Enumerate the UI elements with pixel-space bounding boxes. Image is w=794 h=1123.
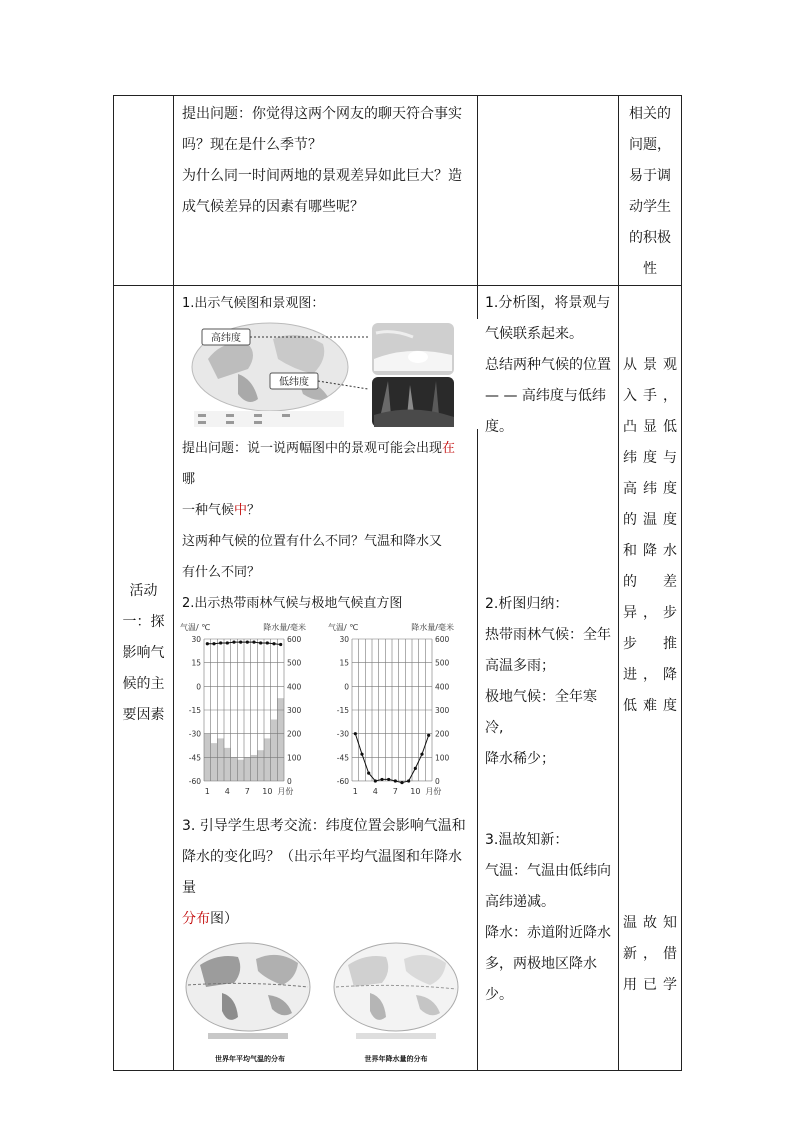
intent-line: 高纬度	[623, 481, 677, 497]
temperature-point	[400, 781, 403, 784]
intent-line: 动学生	[629, 199, 671, 215]
intent-line: 入手，	[623, 388, 677, 404]
question-1-line-b: 一种气候中？	[182, 503, 261, 518]
temperature-point	[232, 641, 235, 644]
student-text: 多，两极地区降水少。	[485, 956, 597, 1003]
intent-line: 低难度	[623, 698, 677, 714]
design-intent-cell	[619, 286, 682, 1071]
y-tick-label-left: -45	[336, 753, 349, 763]
y-tick-label-left: 30	[191, 635, 201, 644]
student-text: 度。	[485, 419, 513, 435]
activity-name-cell	[114, 286, 174, 1071]
y-tick-label-right: 300	[435, 706, 450, 715]
y-tick-label-left: -30	[188, 729, 201, 739]
activity-cell-empty	[114, 96, 174, 286]
temperature-point	[266, 641, 269, 644]
temperature-map-caption: 世界年平均气温的分布	[215, 1055, 285, 1063]
temperature-point	[279, 643, 282, 646]
intent-line: 纬度与	[623, 450, 677, 466]
activity-name-line: 一：探	[122, 614, 165, 630]
student-text: 2.析图归纳：	[485, 596, 569, 612]
intent-line: 的温度	[623, 512, 677, 528]
precipitation-bar	[264, 738, 271, 781]
y-tick-label-left: 0	[344, 682, 349, 692]
precipitation-bar	[237, 760, 244, 781]
temperature-point	[420, 753, 423, 756]
teacher-activity-cell	[174, 96, 478, 286]
temperature-point	[387, 778, 390, 781]
x-tick-label: 4	[224, 787, 230, 796]
precipitation-bar	[217, 738, 224, 781]
intent-line: 和降水	[623, 543, 677, 559]
activity-name-line: 要因素	[122, 707, 165, 723]
x-tick-label: 4	[372, 787, 378, 796]
temperature-point	[374, 779, 377, 782]
low-latitude-label: 低纬度	[279, 377, 309, 388]
y-tick-label-right: 200	[435, 729, 450, 739]
step-3-line-c: 分布图）	[182, 911, 238, 927]
x-tick-label: 10	[262, 787, 273, 796]
temperature-map-image	[186, 943, 310, 1039]
y-tick-label-left: -30	[336, 729, 349, 739]
student-text: 降水稀少；	[485, 751, 555, 767]
y-tick-label-right: 100	[287, 753, 302, 763]
high-latitude-label: 高纬度	[211, 333, 241, 344]
temperature-point	[212, 642, 215, 645]
intent-line: 进，降	[623, 667, 677, 683]
temperature-point	[252, 641, 255, 644]
intent-line: 易于调	[629, 168, 671, 184]
y-tick-label-right: 100	[435, 753, 450, 763]
student-text: 高温多雨；	[485, 658, 555, 674]
highlight-text: 分布	[182, 911, 210, 927]
intent-line: 用已学	[623, 977, 677, 993]
y-tick-label-right: 500	[287, 658, 302, 668]
y-axis-label-right: 降水量/毫米	[411, 623, 454, 632]
step-2-heading: 2.出示热带雨林气候与极地气候直方图	[182, 596, 403, 611]
step-3-line-a: 3. 引导学生思考交流：纬度位置会影响气温和	[182, 818, 466, 834]
student-text: 热带雨林气候：全年	[485, 627, 611, 643]
intent-line: 温故知	[623, 915, 677, 931]
temperature-point	[259, 641, 262, 644]
y-tick-label-left: -15	[188, 706, 201, 715]
temperature-point	[380, 778, 383, 781]
question-2-line-a: 这两种气候的位置有什么不同？气温和降水又	[182, 534, 443, 549]
y-tick-label-right: 600	[287, 635, 302, 644]
highlight-text: 在	[442, 441, 456, 456]
y-tick-label-right: 400	[287, 682, 302, 692]
highlight-text: 中	[234, 503, 248, 518]
temperature-point	[394, 779, 397, 782]
y-axis-label-left: 气温/ ℃	[328, 623, 359, 632]
x-tick-label: 1	[204, 787, 210, 796]
student-text: 3.温故知新：	[485, 832, 569, 848]
precipitation-bar	[211, 743, 218, 781]
step-1-heading: 1.出示气候图和景观图：	[182, 296, 325, 311]
student-text: 气温：气温由低纬向	[485, 863, 611, 879]
temperature-point	[272, 642, 275, 645]
y-tick-label-right: 0	[435, 777, 440, 786]
intent-line: 相关的	[629, 106, 671, 122]
intent-line: 步 推	[623, 636, 677, 652]
y-tick-label-left: -45	[188, 753, 201, 763]
x-tick-label: 7	[244, 787, 250, 796]
rainforest-landscape-photo	[372, 377, 454, 427]
y-tick-label-left: 15	[339, 658, 349, 668]
climate-charts	[176, 619, 476, 809]
student-text: — — 高纬度与低纬	[485, 388, 606, 404]
student-text: 极地气候：全年寒冷,	[485, 689, 597, 736]
activity-name-line: 影响气	[122, 645, 165, 661]
y-tick-label-left: -60	[188, 777, 201, 786]
intent-line: 的 差	[623, 574, 677, 590]
precipitation-bar	[251, 755, 258, 781]
student-text: 总结两种气候的位置	[485, 357, 611, 373]
temperature-point	[414, 767, 417, 770]
temperature-point	[427, 734, 430, 737]
y-tick-label-right: 400	[435, 682, 450, 692]
x-tick-label: 月份	[277, 787, 294, 796]
precipitation-bar	[277, 698, 284, 781]
activity-name-line: 候的主	[122, 676, 165, 692]
precipitation-map-image	[334, 943, 458, 1039]
intent-line: 的积极	[629, 230, 671, 246]
intent-line: 凸显低	[623, 419, 677, 435]
y-tick-label-left: 15	[191, 658, 201, 668]
y-tick-label-right: 600	[435, 635, 450, 644]
world-distribution-maps	[178, 935, 478, 1070]
intent-line: 新，借	[623, 946, 677, 962]
y-tick-label-right: 300	[287, 706, 302, 715]
temperature-point	[246, 641, 249, 644]
table-row	[114, 286, 682, 1071]
question-1-line-a: 提出问题：说一说两幅图中的景观可能会出现在 哪	[182, 441, 456, 487]
y-tick-label-left: 0	[196, 682, 201, 692]
x-tick-label: 7	[392, 787, 398, 796]
y-axis-label-right: 降水量/毫米	[263, 623, 306, 632]
y-tick-label-right: 200	[287, 729, 302, 739]
climate-landscape-figure	[178, 319, 478, 429]
precipitation-bar	[224, 748, 231, 781]
intent-line: 异，步	[623, 605, 677, 621]
question-line: 为什么同一时间两地的景观差异如此巨大？造	[182, 168, 462, 184]
polar-landscape-photo	[372, 323, 454, 375]
student-activity-cell-empty	[478, 96, 619, 286]
temperature-point	[367, 772, 370, 775]
step-3-line-b: 降水的变化吗？（出示年平均气温图和年降水量	[182, 849, 462, 896]
lesson-table	[113, 95, 682, 1071]
y-tick-label-left: 30	[339, 635, 349, 644]
y-tick-label-right: 500	[435, 658, 450, 668]
student-text: 1.分析图，将景观与	[485, 295, 611, 311]
student-text: 气候联系起来。	[485, 326, 583, 342]
precipitation-bar	[257, 750, 264, 781]
temperature-point	[206, 642, 209, 645]
y-tick-label-left: -15	[336, 706, 349, 715]
intent-line: 性	[643, 261, 657, 277]
y-tick-label-left: -60	[336, 777, 349, 786]
y-axis-label-left: 气温/ ℃	[180, 623, 211, 632]
precipitation-bar	[244, 757, 251, 781]
precipitation-map-caption: 世界年降水量的分布	[364, 1055, 428, 1063]
precipitation-bar	[271, 719, 278, 781]
design-intent-cell	[619, 96, 682, 286]
temperature-point	[226, 641, 229, 644]
table-row	[114, 96, 682, 286]
question-line: 成气候差异的因素有哪些呢？	[182, 199, 364, 215]
student-text: 降水：赤道附近降水	[485, 925, 611, 941]
temperature-point	[219, 641, 222, 644]
y-tick-label-right: 0	[287, 777, 292, 786]
temperature-point	[407, 779, 410, 782]
activity-name-line: 活动	[129, 583, 158, 599]
temperature-point	[360, 753, 363, 756]
temperature-point	[239, 641, 242, 644]
intent-line: 问题，	[629, 137, 671, 153]
x-tick-label: 10	[410, 787, 421, 796]
temperature-point	[354, 732, 357, 735]
teacher-activity-cell	[174, 286, 478, 1071]
precipitation-bar	[231, 757, 238, 781]
question-line: 提出问题：你觉得这两个网友的聊天符合事实	[182, 106, 462, 122]
intent-line: 从景观	[623, 357, 677, 373]
x-tick-label: 1	[352, 787, 358, 796]
student-activity-cell	[478, 286, 619, 1071]
question-2-line-b: 有什么不同？	[182, 565, 261, 580]
x-tick-label: 月份	[425, 787, 442, 796]
question-line: 吗？现在是什么季节？	[182, 137, 322, 153]
student-text: 高纬递减。	[485, 894, 555, 910]
